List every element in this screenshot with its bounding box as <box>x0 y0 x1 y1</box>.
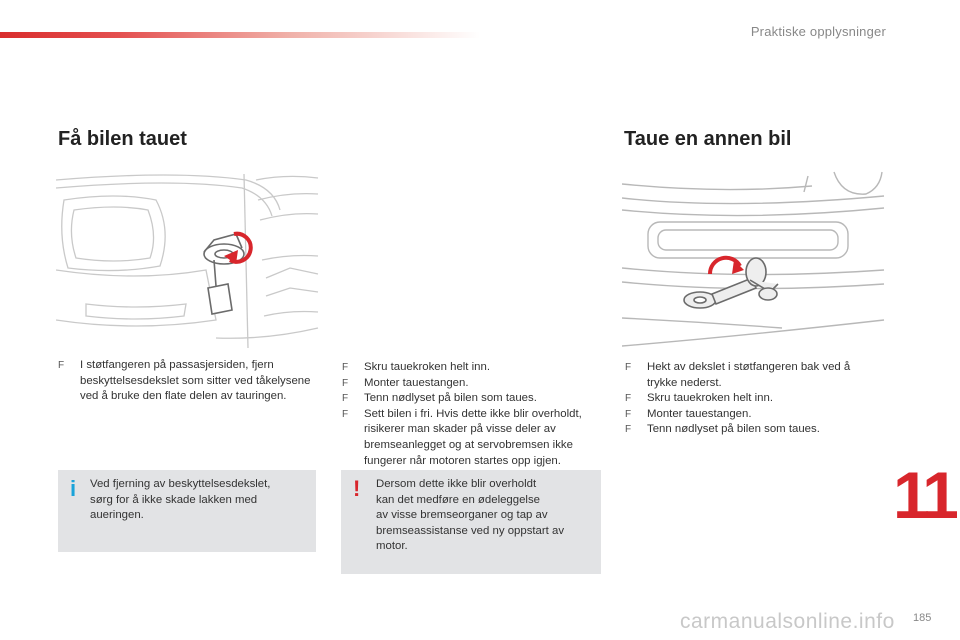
heading-tow-other-car: Taue en annen bil <box>624 128 792 150</box>
list-item <box>625 407 883 423</box>
info-note-text: Ved fjerning av beskyttelsesdekslet, sørg for å ikke skade lakken med aueringen. <box>90 478 271 522</box>
list-item <box>342 391 602 407</box>
instruction-text: I støtfangeren på passasjersiden, fjern beskyttelsesdekslet som sitter ved tåkelysene ved å bruke den flate delen av tauringen. <box>80 359 311 403</box>
section-title: Praktiske opplysninger <box>750 24 886 39</box>
list-item <box>625 422 883 438</box>
instruction-text: Skru tauekroken helt inn. <box>364 361 491 373</box>
heading-tow-own-car: Få bilen tauet <box>58 128 187 150</box>
watermark: carmanualsonline.info <box>680 610 895 633</box>
bullet-icon: F <box>625 362 632 373</box>
bullet-icon: F <box>342 362 349 373</box>
instruction-text: Monter tauestangen. <box>364 376 469 389</box>
right-instruction-list <box>625 360 883 438</box>
list-item <box>342 360 602 376</box>
middle-instruction-list <box>342 360 602 469</box>
list-item <box>342 376 602 392</box>
warning-icon: ! <box>353 476 361 501</box>
page-number: 185 <box>913 612 932 624</box>
rear-bumper-illustration <box>622 170 886 348</box>
info-icon: i <box>70 476 77 501</box>
bullet-icon: F <box>342 393 349 405</box>
list-item <box>625 391 883 407</box>
instruction-text: Hekt av dekslet i støtfangeren bak ved å trykke nederst. <box>647 361 851 389</box>
bullet-icon: F <box>342 408 349 420</box>
list-item <box>58 358 316 405</box>
bullet-icon: F <box>342 377 349 389</box>
list-item <box>342 407 602 469</box>
chapter-number: 11 <box>893 458 955 532</box>
list-item <box>625 360 883 391</box>
warning-note <box>341 470 601 574</box>
bullet-icon: F <box>625 393 632 405</box>
front-bumper-illustration <box>56 170 320 348</box>
bullet-icon: F <box>625 424 632 436</box>
instruction-text: Monter tauestangen. <box>647 407 752 420</box>
bullet-icon: F <box>58 360 65 371</box>
instruction-text: Tenn nødlyset på bilen som taues. <box>647 423 820 436</box>
left-instruction-list <box>58 358 316 405</box>
warning-note-text: Dersom dette ikke blir overholdt kan det medføre en ødeleggelse av visse bremseorganer og tap av bremseassistanse ved ny oppstart av motor. <box>376 478 565 553</box>
instruction-text: Tenn nødlyset på bilen som taues. <box>364 392 537 405</box>
info-note <box>58 470 316 552</box>
bullet-icon: F <box>625 408 632 420</box>
header-accent-bar <box>0 32 480 38</box>
instruction-text: Skru tauekroken helt inn. <box>647 392 774 405</box>
instruction-text: Sett bilen i fri. Hvis dette ikke blir overholdt, risikerer man skader på visse deler av bremseanlegget og at servobremsen ikke fungerer når motoren startes opp igjen. <box>364 407 582 467</box>
